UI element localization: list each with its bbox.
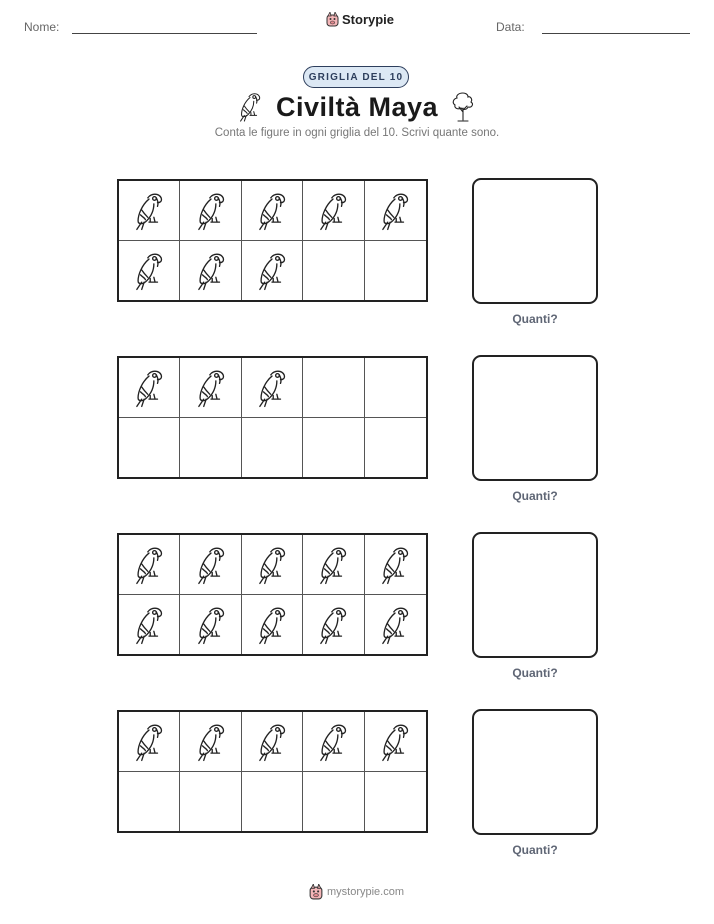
name-line[interactable]	[72, 33, 257, 34]
ten-frame-cell	[365, 358, 426, 418]
ten-frame-cell	[303, 595, 364, 655]
ten-frame-cell	[119, 535, 180, 595]
ten-frame-cell	[119, 418, 180, 478]
parrot-icon	[255, 602, 289, 646]
instructions: Conta le figure in ogni griglia del 10. Scrivi quante sono.	[214, 127, 500, 139]
parrot-icon	[316, 542, 350, 586]
ten-frame-cell	[365, 418, 426, 478]
ten-frame-cell	[303, 358, 364, 418]
ten-frame	[117, 356, 428, 479]
parrot-icon	[378, 602, 412, 646]
parrot-icon	[194, 542, 228, 586]
parrot-icon	[132, 188, 166, 232]
ten-frame-cell	[303, 772, 364, 832]
parrot-icon	[316, 602, 350, 646]
answer-label: Quanti?	[512, 843, 558, 857]
ten-frame-cell	[242, 535, 303, 595]
ten-frame-cell	[242, 418, 303, 478]
worksheet-type-badge: GRIGLIA DEL 10	[303, 66, 409, 88]
ten-frame-cell	[180, 418, 241, 478]
ten-frame	[117, 533, 428, 656]
ten-frame-cell	[242, 712, 303, 772]
ten-frame-cell	[365, 595, 426, 655]
ten-frame-cell	[180, 772, 241, 832]
brand-logo	[326, 12, 394, 27]
brand-name: Storypie	[342, 12, 395, 27]
ten-frame-cell	[303, 535, 364, 595]
parrot-icon	[132, 248, 166, 292]
ten-frame-cell	[180, 712, 241, 772]
parrot-icon	[255, 248, 289, 292]
answer-label: Quanti?	[512, 489, 558, 503]
ten-frame-cell	[119, 241, 180, 301]
parrot-icon	[255, 188, 289, 232]
ten-frame-cell	[303, 181, 364, 241]
parrot-icon	[194, 188, 228, 232]
ten-frame	[117, 179, 428, 302]
answer-label: Quanti?	[512, 312, 558, 326]
ten-frame-cell	[303, 418, 364, 478]
parrot-icon	[255, 719, 289, 763]
date-line[interactable]	[542, 33, 690, 34]
parrot-icon	[378, 542, 412, 586]
ten-frame-cell	[180, 241, 241, 301]
parrot-icon	[316, 719, 350, 763]
parrot-icon	[255, 365, 289, 409]
ten-frame-cell	[242, 595, 303, 655]
name-label: Nome:	[24, 20, 60, 34]
footer-url: mystorypie.com	[327, 886, 405, 898]
parrot-icon	[316, 188, 350, 232]
ten-frame-cell	[365, 772, 426, 832]
ten-frame	[117, 710, 428, 833]
ten-frame-cell	[365, 241, 426, 301]
ten-frame-cell	[119, 181, 180, 241]
parrot-icon	[255, 542, 289, 586]
ten-frame-cell	[119, 772, 180, 832]
ten-frame-cell	[242, 181, 303, 241]
answer-box[interactable]	[472, 532, 598, 658]
parrot-icon	[194, 365, 228, 409]
ten-frame-cell	[119, 595, 180, 655]
answer-box[interactable]	[472, 709, 598, 835]
ten-frame-cell	[365, 535, 426, 595]
ten-frame-cell	[180, 595, 241, 655]
tree-icon	[449, 90, 477, 122]
answer-box[interactable]	[472, 355, 598, 481]
ten-frame-cell	[365, 712, 426, 772]
ten-frame-cell	[119, 712, 180, 772]
answer-label: Quanti?	[512, 666, 558, 680]
ten-frame-cell	[303, 241, 364, 301]
parrot-icon	[378, 719, 412, 763]
page-title: Civiltà Maya	[275, 92, 439, 122]
ten-frame-cell	[119, 358, 180, 418]
ten-frame-cell	[242, 772, 303, 832]
parrot-icon	[132, 602, 166, 646]
parrot-icon	[194, 248, 228, 292]
parrot-icon	[132, 542, 166, 586]
date-label: Data:	[496, 20, 525, 34]
ten-frame-cell	[242, 241, 303, 301]
ten-frame-cell	[180, 535, 241, 595]
footer	[309, 884, 404, 900]
ten-frame-cell	[365, 181, 426, 241]
parrot-icon	[132, 365, 166, 409]
ten-frame-cell	[303, 712, 364, 772]
ten-frame-cell	[242, 358, 303, 418]
parrot-icon	[132, 719, 166, 763]
parrot-icon	[194, 719, 228, 763]
ten-frame-cell	[180, 181, 241, 241]
parrot-icon	[194, 602, 228, 646]
answer-box[interactable]	[472, 178, 598, 304]
parrot-icon	[378, 188, 412, 232]
pig-logo-icon	[326, 12, 339, 27]
ten-frame-cell	[180, 358, 241, 418]
pig-logo-icon	[309, 884, 323, 900]
